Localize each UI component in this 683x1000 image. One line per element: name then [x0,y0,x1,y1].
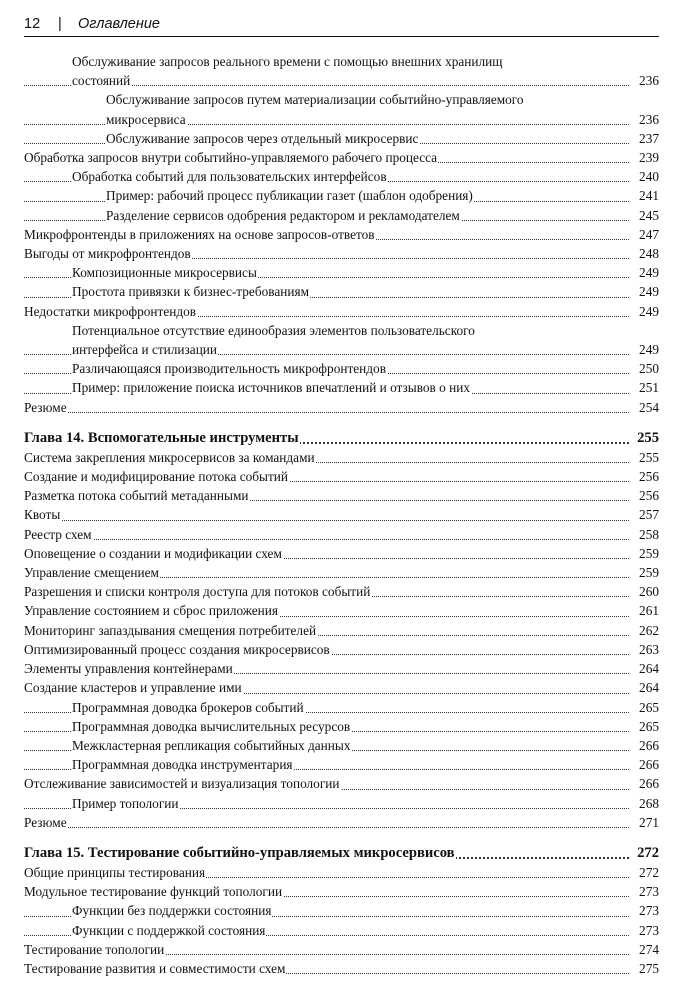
toc-entry-title: Межкластерная репликация событийных данных [72,737,351,753]
toc-page-number: 272 [639,863,659,882]
dot-leader [24,827,629,828]
toc-entry-title: Потенциальное отсутствие единообразия элементов пользовательского [72,322,475,338]
toc-entry[interactable] [24,601,659,620]
toc-entry-title: Разделение сервисов одобрения редактором и рекламодателем [106,207,460,223]
toc-entry[interactable] [24,940,659,959]
toc-entry[interactable] [24,244,659,263]
toc-page-number: 249 [639,340,659,359]
toc-page-number: 265 [639,698,659,717]
toc-entry-title-continued: интерфейса и стилизации [72,342,218,358]
toc-entry-title: Простота привязки к бизнес-требованиям [72,284,309,300]
toc-entry-title: Элементы управления контейнерами [24,661,233,677]
toc-entry[interactable] [24,398,659,417]
toc-entry[interactable] [24,321,659,359]
toc-entry[interactable] [24,359,659,378]
toc-page-number: 240 [639,167,659,186]
toc-entry-title: Резюме [24,399,67,415]
toc-entry-title: Оповещение о создании и модификации схем [24,545,282,561]
toc-entry-title: Микрофронтенды в приложениях на основе запросов-ответов [24,226,375,242]
toc-page-number: 237 [639,129,659,148]
toc-entry[interactable] [24,863,659,882]
toc-page-number: 273 [639,921,659,940]
toc-entry-title: Создание кластеров и управление ими [24,680,242,696]
toc-page-number: 275 [639,959,659,978]
toc-page-number: 257 [639,505,659,524]
toc-page-number: 249 [639,282,659,301]
toc-page-number: 263 [639,640,659,659]
toc-page-number: 249 [639,263,659,282]
toc-entry[interactable] [24,263,659,282]
page-header [24,10,659,37]
toc-entry[interactable] [24,921,659,940]
toc-entry-title-continued: состояний [72,73,131,89]
toc-entry[interactable] [24,621,659,640]
toc-entry[interactable] [24,448,659,467]
toc-entry-title: Общие принципы тестирования [24,864,206,880]
toc-entry[interactable] [24,302,659,321]
toc-page-number: 261 [639,601,659,620]
toc-entry[interactable] [24,225,659,244]
toc-page-number: 258 [639,525,659,544]
toc-entry-title: Отслеживание зависимостей и визуализация топологии [24,776,340,792]
toc-entry-title: Пример топологии [72,795,179,811]
toc-entry-title: Глава 15. Тестирование событийно-управляемых микросервисов [24,844,455,861]
toc-entry[interactable] [24,282,659,301]
toc-entry[interactable] [24,794,659,813]
toc-page-number: 250 [639,359,659,378]
toc-entry[interactable] [24,640,659,659]
toc-page-number: 236 [639,110,659,129]
toc-entry-title: Функции с поддержкой состояния [72,922,266,938]
toc-page-number: 255 [639,448,659,467]
toc-entry-title: Программная доводка инструментария [72,757,293,773]
running-title: Оглавление [78,16,160,32]
toc-entry-title: Квоты [24,507,61,523]
toc-page-number: 266 [639,736,659,755]
toc-entry[interactable] [24,563,659,582]
dot-leader [24,539,629,540]
toc-entry[interactable] [24,901,659,920]
toc-entry-title: Тестирование топологии [24,941,165,957]
toc-entry-title: Пример: приложение поиска источников впечатлений и отзывов о них [72,380,470,396]
toc-page-number: 274 [639,940,659,959]
toc-entry-title: Обслуживание запросов реального времени с помощью внешних хранилищ [72,54,503,69]
toc-entry-title: Тестирование развития и совместимости схем [24,960,286,976]
toc-page-number: 241 [639,186,659,205]
toc-page-number: 273 [639,882,659,901]
toc-entry-title: Обработка событий для пользовательских интерфейсов [72,169,387,185]
toc-entry[interactable] [24,678,659,697]
toc-entry-title: Пример: рабочий процесс публикации газет (шаблон одобрения) [106,188,473,204]
toc-page-number: 254 [639,398,659,417]
toc-page-number: 266 [639,755,659,774]
toc-entry[interactable] [24,167,659,186]
toc-page-number: 268 [639,794,659,813]
toc-entry-title: Мониторинг запаздывания смещения потребителей [24,622,317,638]
toc-entry[interactable] [24,505,659,524]
page-number: 12 [24,16,41,32]
toc-entry-title: Глава 14. Вспомогательные инструменты [24,429,299,446]
toc-entry[interactable] [24,736,659,755]
toc-entry[interactable] [24,525,659,544]
toc-entry-title: Разметка потока событий метаданными [24,488,249,504]
toc-entry[interactable] [24,959,659,978]
toc-page-number: 256 [639,467,659,486]
toc-entry[interactable] [24,129,659,148]
dot-leader [24,520,629,521]
toc-entry-title: Реестр схем [24,526,92,542]
toc-entry[interactable] [24,774,659,793]
toc-entry-title: Обслуживание запросов через отдельный микросервис [106,130,419,146]
toc-entry[interactable] [24,52,659,90]
toc-page-number: 259 [639,563,659,582]
toc-page-number: 271 [639,813,659,832]
toc-page-number: 262 [639,621,659,640]
toc-page-number: 248 [639,244,659,263]
toc-entry[interactable] [24,486,659,505]
toc-page-number: 245 [639,206,659,225]
toc-entry[interactable] [24,582,659,601]
toc-page-number: 264 [639,659,659,678]
chapter-heading[interactable] [24,428,659,448]
toc-page-number: 266 [639,774,659,793]
toc-page-number: 260 [639,582,659,601]
toc-page-number: 265 [639,717,659,736]
toc-entry-title-continued: микросервиса [106,111,186,127]
toc-entry[interactable] [24,717,659,736]
table-of-contents [24,52,659,978]
toc-page-number: 255 [637,429,659,446]
toc-entry[interactable] [24,206,659,225]
toc-page-number: 273 [639,901,659,920]
toc-entry-title: Модульное тестирование функций топологии [24,884,283,900]
toc-entry-title: Программная доводка вычислительных ресурсов [72,718,351,734]
toc-entry-title: Различающаяся производительность микрофронтендов [72,361,386,377]
header-separator: | [58,16,62,32]
toc-entry-title: Создание и модифицирование потока событий [24,469,289,485]
toc-entry-title: Недостатки микрофронтендов [24,303,197,319]
toc-entry-title: Программная доводка брокеров событий [72,699,304,715]
toc-entry[interactable] [24,698,659,717]
toc-page-number: 239 [639,148,659,167]
toc-page-number: 251 [639,378,659,397]
toc-entry[interactable] [24,90,659,128]
toc-entry-title: Оптимизированный процесс создания микросервисов [24,641,330,657]
toc-entry-title: Выгоды от микрофронтендов [24,246,191,262]
toc-page-number: 247 [639,225,659,244]
toc-page-number: 256 [639,486,659,505]
toc-entry-title: Управление смещением [24,565,159,581]
toc-page-number: 259 [639,544,659,563]
dot-leader [24,412,629,413]
toc-entry-title: Управление состоянием и сброс приложения [24,603,279,619]
chapter-heading[interactable] [24,843,659,863]
toc-page-number: 272 [637,844,659,861]
toc-page-number: 249 [639,302,659,321]
toc-entry[interactable] [24,186,659,205]
toc-entry-title: Разрешения и списки контроля доступа для потоков событий [24,584,371,600]
toc-entry[interactable] [24,378,659,397]
toc-entry[interactable] [24,813,659,832]
toc-entry[interactable] [24,755,659,774]
toc-entry[interactable] [24,659,659,678]
toc-entry[interactable] [24,882,659,901]
toc-entry-title: Система закрепления микросервисов за командами [24,449,315,465]
toc-page-number: 236 [639,71,659,90]
toc-entry-title: Функции без поддержки состояния [72,903,272,919]
toc-entry[interactable] [24,544,659,563]
toc-entry[interactable] [24,148,659,167]
toc-entry-title: Обработка запросов внутри событийно-управляемого рабочего процесса [24,150,438,166]
toc-entry-title: Резюме [24,814,67,830]
toc-entry-title: Обслуживание запросов путем материализации событийно-управляемого [106,92,524,108]
toc-entry-title: Композиционные микросервисы [72,265,257,281]
toc-entry[interactable] [24,467,659,486]
toc-page-number: 264 [639,678,659,697]
